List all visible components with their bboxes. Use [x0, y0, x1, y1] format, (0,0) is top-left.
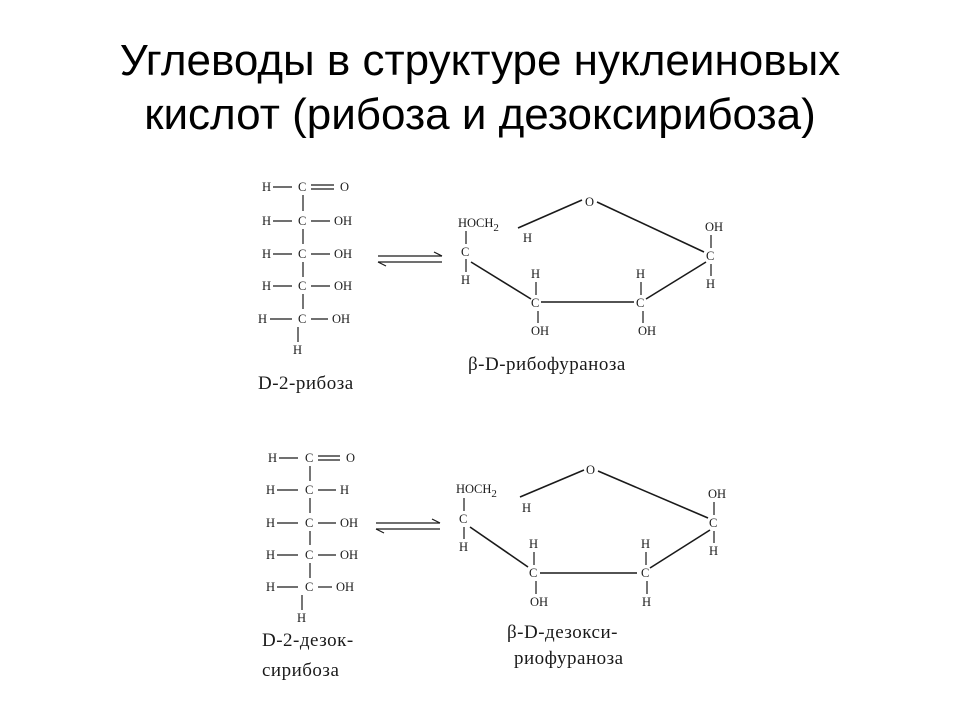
ribose-caption: D-2-рибоза — [258, 373, 354, 394]
deoxyribofuranose-ring — [456, 463, 726, 669]
atom-label: OH — [336, 580, 355, 594]
hoch2-group: HOCH2 — [458, 216, 499, 234]
deoxyribose-caption-1: D-2-дезок- — [262, 630, 354, 651]
atom-label: H — [297, 611, 307, 625]
atom-label: C — [305, 483, 314, 497]
atom-label: H — [461, 273, 471, 287]
atom-label: C — [298, 247, 307, 261]
atom-label: H — [706, 277, 716, 291]
title-line-1: Углеводы в структуре нуклеиновых — [119, 36, 841, 85]
atom-label: O — [346, 451, 356, 465]
atom-label: C — [636, 296, 645, 310]
atom-label: C — [298, 214, 307, 228]
atom-label: O — [340, 180, 350, 194]
ribofuranose-ring — [458, 195, 723, 375]
atom-label: H — [293, 343, 303, 357]
atom-label: H — [266, 483, 276, 497]
ribose-open-chain — [258, 180, 354, 394]
equilibrium-arrow — [376, 519, 440, 533]
atom-label: H — [262, 279, 272, 293]
atom-label: C — [529, 566, 538, 580]
deoxyribofuranose-caption-2: риофураноза — [514, 648, 624, 669]
atom-label: H — [262, 180, 272, 194]
atom-label: OH — [334, 214, 353, 228]
deoxyribofuranose-caption-1: β-D-дезокси- — [507, 622, 618, 643]
ring-oxygen: O — [585, 195, 595, 209]
atom-label: H — [266, 516, 276, 530]
atom-label: OH — [705, 220, 724, 234]
atom-label: H — [522, 501, 532, 515]
ring-oxygen: O — [586, 463, 596, 477]
atom-label: H — [266, 580, 276, 594]
atom-label: H — [641, 537, 651, 551]
atom-label: OH — [340, 516, 359, 530]
atom-label: C — [298, 180, 307, 194]
atom-label: C — [531, 296, 540, 310]
atom-label: OH — [531, 324, 550, 338]
title-line-2: кислот (рибоза и дезоксирибоза) — [144, 90, 816, 139]
atom-label: OH — [334, 247, 353, 261]
hoch2-group: HOCH2 — [456, 482, 497, 500]
atom-label: OH — [708, 487, 727, 501]
atom-label: H — [340, 483, 350, 497]
atom-label: H — [258, 312, 268, 326]
deoxyribose-caption-2: сирибоза — [262, 660, 340, 681]
atom-label: H — [262, 247, 272, 261]
atom-label: C — [461, 245, 470, 259]
equilibrium-arrow — [378, 252, 442, 266]
atom-label: OH — [332, 312, 351, 326]
atom-label: H — [709, 544, 719, 558]
atom-label: C — [459, 512, 468, 526]
atom-label: OH — [638, 324, 657, 338]
atom-label: C — [641, 566, 650, 580]
atom-label: H — [268, 451, 278, 465]
atom-label: C — [305, 580, 314, 594]
atom-label: OH — [340, 548, 359, 562]
atom-label: OH — [530, 595, 549, 609]
atom-label: H — [531, 267, 541, 281]
atom-label: H — [523, 231, 533, 245]
atom-label: OH — [334, 279, 353, 293]
ribofuranose-caption: β-D-рибофураноза — [468, 354, 626, 375]
deoxyribose-open-chain — [262, 451, 358, 681]
atom-label: C — [298, 312, 307, 326]
atom-label: C — [706, 249, 715, 263]
atom-label: H — [262, 214, 272, 228]
atom-label: C — [305, 516, 314, 530]
atom-label: H — [529, 537, 539, 551]
atom-label: H — [636, 267, 646, 281]
atom-label: C — [709, 516, 718, 530]
atom-label: H — [459, 540, 469, 554]
atom-label: C — [305, 548, 314, 562]
atom-label: C — [305, 451, 314, 465]
atom-label: H — [642, 595, 652, 609]
atom-label: H — [266, 548, 276, 562]
atom-label: C — [298, 279, 307, 293]
